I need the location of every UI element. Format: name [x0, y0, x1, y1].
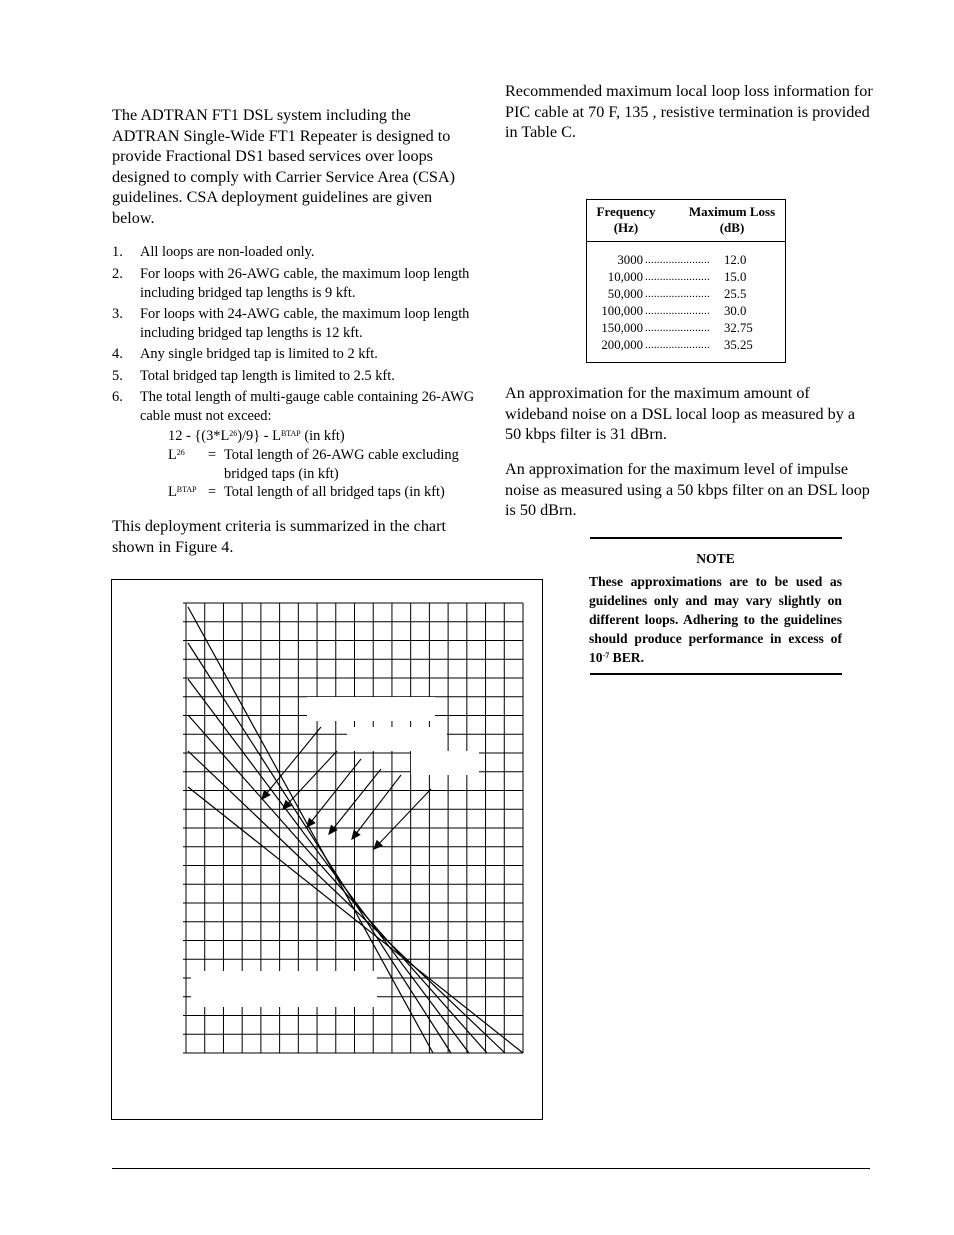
leader-dots: ...................... [645, 305, 710, 317]
chart-arrow [262, 727, 321, 799]
table-row [587, 286, 785, 303]
chart-label-area [307, 697, 435, 721]
note-top-rule [590, 537, 842, 539]
chart-limit-line [188, 751, 505, 1053]
leader-dots: ...................... [645, 322, 710, 334]
loss-cell: 30.0 [724, 304, 747, 318]
freq-cell: 150,000 [601, 321, 643, 335]
leader-dots: ...................... [645, 254, 710, 266]
list-item: 4. Any single bridged tap is limited to 2 kft. [112, 346, 378, 362]
list-item: 3. For loops with 24-AWG cable, the maximum loop length including bridged tap lengths is 12 kft. [112, 306, 470, 342]
table-row [587, 269, 785, 286]
note-box [589, 549, 842, 667]
chart-arrow [374, 789, 431, 849]
chart-arrow-head [352, 830, 360, 838]
deployment-formula: $12 - \{(3*L^{26})/9\} - L^{BTAP}$ (in kft) [168, 428, 345, 444]
list-item: 1. All loops are non-loaded only. [112, 244, 315, 260]
list-item: 6. The total length of multi-gauge cable containing 26-AWG cable must not exceed: [112, 389, 475, 425]
chart-arrow [352, 775, 401, 839]
freq-cell: 200,000 [601, 338, 643, 352]
chart-limit-line [188, 787, 523, 1053]
table-row [587, 252, 785, 269]
impulse-noise-paragraph: An approximation for the maximum level of impulse noise as measured using a 50 kbps filter on an DSL loop is 50 dBrn. [505, 460, 870, 520]
table-header: Frequency (Hz) Maximum Loss (dB) [587, 200, 785, 242]
loss-cell: 12.0 [724, 253, 747, 267]
chart-arrow-head [262, 790, 270, 798]
chart-label-area [411, 751, 479, 775]
intro-paragraph: The ADTRAN FT1 DSL system including the ADTRAN Single-Wide FT1 Repeater is designed to provide Fractional DS1 based services over loops designed to comply with Carrier Service Area (CSA) guidelines. CSA deployment guidelines are given below. [112, 106, 455, 227]
freq-cell: 10,000 [607, 270, 643, 284]
note-title: NOTE [696, 551, 735, 566]
footer-rule [112, 1168, 870, 1169]
table-row [587, 303, 785, 320]
table-body [587, 242, 785, 354]
leader-dots: ...................... [645, 339, 710, 351]
leader-dots: ...................... [645, 288, 710, 300]
chart-label-areas [191, 697, 479, 1007]
wideband-noise-paragraph: An approximation for the maximum amount of wideband noise on a DSL local loop as measured by a 50 kbps filter is 31 dBrn. [505, 384, 856, 444]
chart-label-area [191, 971, 377, 1007]
recommend-paragraph: Recommended maximum local loop loss information for PIC cable at 70 F, 135 , resistive termination is provided in Table C. [505, 82, 873, 142]
freq-cell: 50,000 [607, 287, 643, 301]
leader-dots: ...................... [645, 271, 710, 283]
loss-cell: 15.0 [724, 270, 747, 284]
chart-label-area [347, 727, 447, 751]
freq-cell: 100,000 [601, 304, 643, 318]
csa-guidelines-list [112, 243, 482, 427]
note-bottom-rule [590, 673, 842, 675]
list-item: 2. For loops with 26-AWG cable, the maximum loop length including bridged tap lengths is 9 kft. [112, 266, 470, 302]
figure-4-chart-frame [111, 579, 543, 1120]
loss-cell: 35.25 [724, 338, 753, 352]
deployment-chart [111, 579, 543, 1120]
table-row [587, 320, 785, 337]
loss-cell: 25.5 [724, 287, 747, 301]
summary-paragraph: This deployment criteria is summarized in the chart shown in Figure 4. [112, 517, 446, 556]
table-c-loop-loss [586, 199, 786, 363]
chart-arrow-head [307, 818, 315, 826]
note-body: These approximations are to be used as guidelines only and may vary slightly on different loops. Adhering to the guidelines should produce performance in excess of $10^{-7}$ BER. [589, 574, 842, 665]
list-item: 5. Total bridged tap length is limited to 2.5 kft. [112, 368, 395, 384]
chart-arrow [307, 759, 361, 827]
loss-cell: 32.75 [724, 321, 753, 335]
table-row [587, 337, 785, 354]
freq-cell: 3000 [617, 253, 643, 267]
